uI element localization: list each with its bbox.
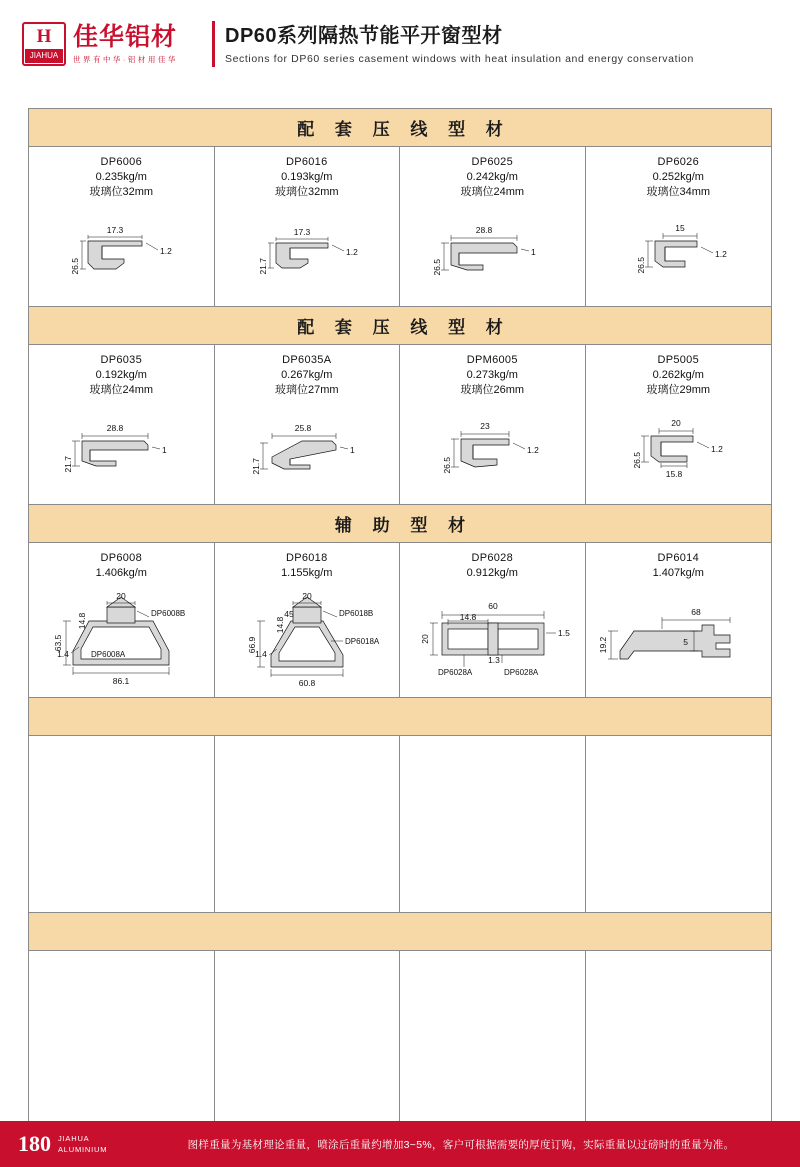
dimension-thickness: 1.4	[254, 649, 267, 659]
dimension-thickness: 1	[162, 445, 167, 455]
dimension-width: 28.8	[475, 225, 493, 235]
dimension-height: 19.2	[598, 636, 609, 654]
dimension-height: 26.5	[70, 258, 81, 275]
dimension-width: 17.3	[106, 225, 124, 235]
dimension-thickness: 1	[531, 247, 536, 257]
section-title: 配 套 压 线 型 材	[297, 318, 511, 337]
profile-code: DP6035	[100, 354, 143, 366]
table-row	[29, 345, 771, 505]
title-divider	[212, 21, 215, 67]
profile-glass: 玻璃位32mm	[89, 186, 154, 198]
dimension-bottom: 15.8	[665, 469, 683, 479]
profile-drawing	[33, 583, 210, 691]
logo-tagline: 世 界 有 中 华 · 铝 材 用 佳 华	[73, 54, 176, 64]
dimension-height: 21.7	[250, 458, 261, 475]
dimension-width: 60.8	[298, 678, 316, 688]
dimension-width: 15	[675, 223, 685, 233]
part-label-a1: DP6028A	[438, 668, 473, 677]
profile-drawing	[33, 202, 210, 302]
page-title-en: Sections for DP60 series casement windows with heat insulation and energy conservation	[225, 53, 694, 65]
profile-weight: 0.262kg/m	[652, 369, 704, 381]
dimension-height: 21.7	[257, 258, 268, 275]
profile-cell-empty	[400, 736, 586, 912]
dimension-width: 17.3	[293, 227, 311, 237]
page-number: 180	[18, 1131, 51, 1156]
profile-header	[404, 155, 581, 200]
footer-brand-en: ALUMINIUM	[58, 1145, 108, 1154]
profile-code: DP5005	[657, 354, 700, 366]
profile-drawing	[33, 400, 210, 500]
part-label-b: DP6008B	[151, 609, 186, 618]
table-row	[29, 147, 771, 307]
dimension-inner: 14.8	[459, 612, 477, 622]
page-title	[225, 23, 694, 65]
dimension-width: 60	[488, 601, 498, 611]
part-label-a: DP6008A	[91, 650, 126, 659]
profile-cell-empty	[215, 736, 401, 912]
dimension-width: 86.1	[112, 676, 130, 686]
profile-drawing	[404, 202, 581, 302]
section-band-0	[29, 109, 771, 147]
dimension-top: 20	[116, 591, 126, 601]
dimension-thickness: 1	[349, 445, 355, 455]
profile-header	[590, 551, 768, 581]
profile-weight: 0.193kg/m	[281, 171, 333, 183]
part-label-a2: DP6028A	[504, 668, 539, 677]
page-title-cn: DP60系列隔热节能平开窗型材	[225, 25, 503, 47]
dimension-top: 20	[302, 591, 312, 601]
footer-brand-cn: JIAHUA	[58, 1134, 90, 1143]
profile-glass: 玻璃位24mm	[460, 186, 525, 198]
profile-cell-dp6035	[29, 345, 215, 504]
dimension-thickness: 1.2	[715, 249, 728, 259]
profile-code: DP6014	[657, 552, 700, 564]
dimension-height: 26.5	[442, 457, 453, 474]
table-row	[29, 736, 771, 913]
profile-code: DP6028	[471, 552, 514, 564]
profile-header	[219, 155, 396, 200]
dimension-width: 25.8	[294, 423, 312, 433]
dimension-thickness: 1.5	[558, 628, 571, 638]
profile-drawing	[404, 583, 581, 691]
logo-mark-icon	[22, 22, 66, 66]
profile-cell-dp6035a	[215, 345, 401, 504]
profile-cell-dp6026	[586, 147, 772, 306]
profile-glass: 玻璃位34mm	[646, 186, 711, 198]
profile-weight: 1.407kg/m	[652, 567, 704, 579]
page-header	[0, 0, 800, 88]
part-label-a: DP6018A	[344, 637, 379, 646]
dimension-thickness2: 1.3	[488, 655, 501, 665]
profile-cell-dp6008	[29, 543, 215, 697]
profile-weight: 0.235kg/m	[95, 171, 147, 183]
profile-cell-dp6006	[29, 147, 215, 306]
profile-cell-dp6028	[400, 543, 586, 697]
profile-header	[33, 551, 210, 581]
profile-code: DP6006	[100, 156, 143, 168]
section-title: 辅 助 型 材	[334, 516, 474, 535]
profile-header	[219, 551, 396, 581]
dimension-thickness: 1.2	[527, 445, 540, 455]
profile-glass: 玻璃位24mm	[89, 384, 154, 396]
profile-drawing	[219, 400, 396, 500]
profile-header	[590, 155, 768, 200]
profile-weight: 1.406kg/m	[95, 567, 147, 579]
profile-header	[219, 353, 396, 398]
profile-weight: 0.252kg/m	[652, 171, 704, 183]
part-label-b: DP6018B	[338, 609, 373, 618]
profile-weight: 0.242kg/m	[466, 171, 518, 183]
dimension-angle: 45	[284, 609, 294, 619]
section-title: 配 套 压 线 型 材	[297, 120, 511, 139]
profile-header	[33, 155, 210, 200]
dimension-height: 63.5	[53, 634, 64, 652]
profile-code: DP6016	[285, 156, 328, 168]
profile-header	[404, 551, 581, 581]
profile-header	[404, 353, 581, 398]
profile-weight: 0.912kg/m	[466, 567, 518, 579]
logo-text	[73, 24, 177, 65]
dimension-thickness: 1.2	[711, 444, 724, 454]
logo-company-name: 佳华铝材	[73, 23, 178, 51]
profile-drawing	[590, 202, 768, 302]
profile-weight: 0.267kg/m	[281, 369, 333, 381]
dimension-thickness: 1.2	[160, 246, 173, 256]
logo-mark-letter: H	[36, 26, 52, 47]
dimension-inner: 14.8	[274, 616, 285, 634]
profile-code: DPM6005	[466, 354, 518, 366]
page-footer	[0, 1121, 800, 1167]
dimension-height: 21.7	[63, 456, 74, 473]
footer-note: 图样重量为基材理论重量，喷涂后重量约增加3~5%，客户可根据需要的厚度订购，实际重量以过磅时的重量为准。	[187, 1138, 735, 1151]
profile-weight: 0.192kg/m	[95, 369, 147, 381]
section-band-2	[29, 505, 771, 543]
profile-glass: 玻璃位32mm	[274, 186, 339, 198]
profile-code: DP6026	[657, 156, 700, 168]
dimension-inner: 14.8	[77, 612, 88, 630]
profile-drawing	[590, 583, 768, 691]
dimension-thickness: 1.4	[57, 649, 70, 659]
profile-cell-dpm6005	[400, 345, 586, 504]
dimension-height: 26.5	[432, 259, 443, 276]
profile-cell-dp6018	[215, 543, 401, 697]
dimension-height: 20	[420, 634, 431, 644]
profile-weight: 1.155kg/m	[281, 567, 333, 579]
profile-table	[28, 108, 772, 1152]
profile-header	[33, 353, 210, 398]
profile-weight: 0.273kg/m	[466, 369, 518, 381]
profile-drawing	[590, 400, 768, 500]
dimension-thickness: 1.2	[345, 247, 358, 257]
profile-cell-dp5005	[586, 345, 772, 504]
dimension-height: 26.5	[632, 452, 643, 469]
profile-drawing	[219, 202, 396, 302]
profile-glass: 玻璃位27mm	[274, 384, 339, 396]
profile-code: DP6018	[285, 552, 328, 564]
section-band-3	[29, 698, 771, 736]
dimension-width: 28.8	[106, 423, 124, 433]
profile-cell-dp6014	[586, 543, 772, 697]
profile-header	[590, 353, 768, 398]
dimension-width: 20	[671, 418, 681, 428]
dimension-width: 23	[480, 421, 490, 431]
profile-cell-empty	[586, 736, 772, 912]
profile-code: DP6008	[100, 552, 143, 564]
profile-cell-empty	[29, 736, 215, 912]
table-row	[29, 543, 771, 698]
profile-glass: 玻璃位26mm	[460, 384, 525, 396]
footer-brand	[58, 1133, 107, 1155]
profile-cell-dp6016	[215, 147, 401, 306]
dimension-height: 26.5	[636, 257, 647, 274]
profile-code: DP6025	[471, 156, 514, 168]
footer-brand-block	[0, 1121, 140, 1167]
profile-code: DP6035A	[282, 354, 332, 366]
footer-note-block	[140, 1121, 800, 1167]
profile-drawing	[219, 583, 396, 691]
section-band-4	[29, 913, 771, 951]
brand-logo	[0, 22, 212, 66]
dimension-thickness: 5	[683, 637, 689, 647]
section-band-1	[29, 307, 771, 345]
dimension-width: 68	[691, 607, 701, 617]
logo-mark-caption: JIAHUA	[25, 49, 63, 63]
profile-cell-dp6025	[400, 147, 586, 306]
profile-glass: 玻璃位29mm	[646, 384, 711, 396]
profile-drawing	[404, 400, 581, 500]
dimension-height: 66.9	[246, 636, 257, 654]
